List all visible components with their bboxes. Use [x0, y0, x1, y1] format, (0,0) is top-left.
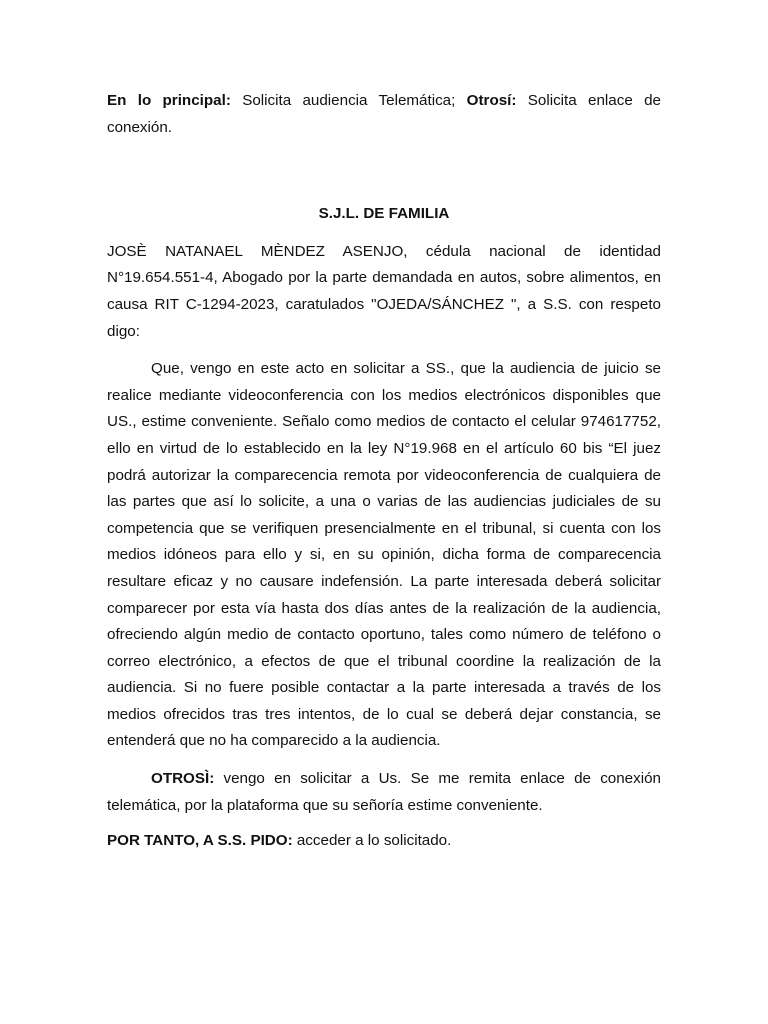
header-principal-text: Solicita audiencia Telemática; — [230, 92, 467, 109]
header-otrosi-label: Otrosí: — [466, 92, 517, 109]
intro-paragraph: JOSÈ NATANAEL MÈNDEZ ASENJO, cédula nacional de identidad N°19.654.551-4, Abogado por la parte demandada en autos, sobre alimentos, en causa RIT C-1294-2023, caratulados "OJEDA/SÁNCHEZ ", a S.S. con respeto digo: — [107, 242, 661, 340]
closing-text: acceder a lo solicitado. — [292, 832, 452, 850]
header-principal-label: En lo principal: — [107, 92, 231, 109]
closing-paragraph — [107, 828, 661, 855]
closing-label: POR TANTO, A S.S. PIDO: — [107, 832, 293, 850]
body-paragraph: Que, vengo en este acto en solicitar a SS., que la audiencia de juicio se realice mediante videoconferencia con los medios electrónicos disponibles que US., estime conveniente. Señalo como medios de contacto el celular 974617752, ello en virtud de lo establecido en la ley N°19.968 en el artículo 60 bis “El juez podrá autorizar la comparecencia remota por videoconferencia de cualquiera de las partes que así lo solicite, a una o varias de las audiencias judiciales de su competencia que se verifiquen presencialmente en el tribunal, si cuenta con los medios idóneos para ello y si, en su opinión, dicha forma de comparecencia resultare eficaz y no causare indefensión. La parte interesada deberá solicitar comparecer por esta vía hasta dos días antes de la realización de la audiencia, ofreciendo algún medio de contacto oportuno, tales como número de teléfono o correo electrónico, a efectos de que el tribunal coordine la realización de la audiencia. Si no fuere posible contactar a la parte interesada a través de los medios ofrecidos tras tres intentos, de lo cual se deberá dejar constancia, se entenderá que no ha comparecido a la audiencia. — [107, 360, 661, 750]
court-heading: S.J.L. DE FAMILIA — [318, 205, 450, 223]
otrosi-text: vengo en solicitar a Us. Se me remita enlace de conexión telemática, por la plataforma que su señoría estime conveniente. — [107, 770, 661, 814]
document-page — [107, 88, 661, 855]
header-otrosi-text: Solicita enlace de conexión. — [107, 92, 661, 136]
otrosi-paragraph — [107, 766, 661, 819]
otrosi-label: OTROSÌ: — [151, 770, 215, 788]
document-header — [107, 88, 661, 141]
